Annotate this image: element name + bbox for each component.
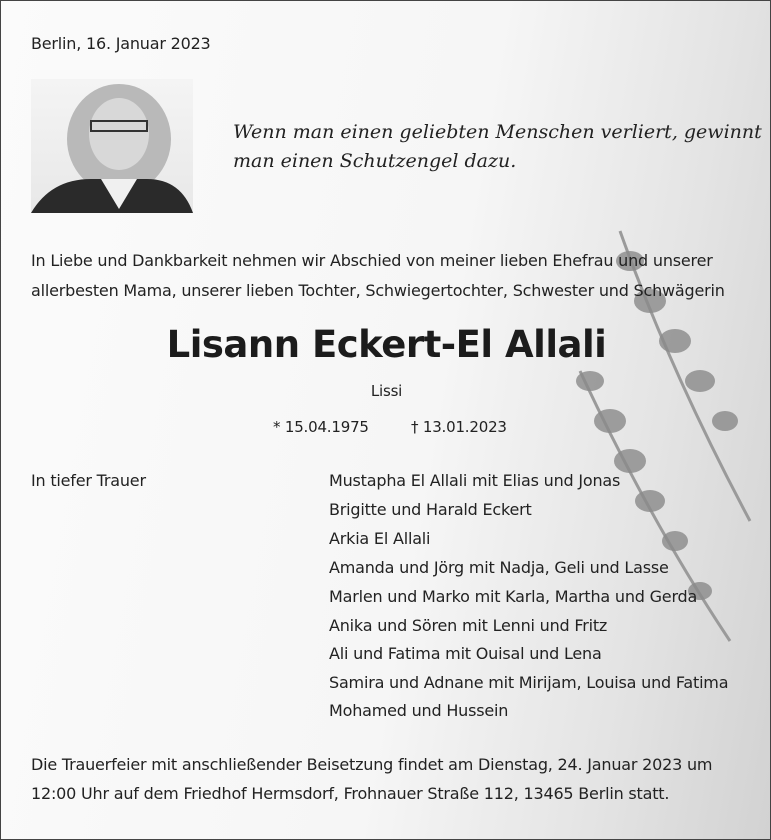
portrait-photo — [31, 79, 193, 213]
death-date: † 13.01.2023 — [411, 418, 507, 436]
mourner: Anika und Sören mit Lenni und Fritz — [329, 616, 608, 635]
intro-line: In Liebe und Dankbarkeit nehmen wir Abschied von meiner lieben Ehefrau und unserer — [31, 251, 713, 270]
quote-line: man einen Schutzengel dazu. — [233, 150, 517, 172]
birth-date: * 15.04.1975 — [273, 418, 369, 436]
intro-line: allerbesten Mama, unserer lieben Tochter, Schwiegertochter, Schwester und Schwägerin — [31, 281, 725, 300]
funeral-info-line: 12:00 Uhr auf dem Friedhof Hermsdorf, Frohnauer Straße 112, 13465 Berlin statt. — [31, 784, 670, 803]
mourner: Brigitte und Harald Eckert — [329, 500, 532, 519]
funeral-info-line: Die Trauerfeier mit anschließender Beisetzung findet am Dienstag, 24. Januar 2023 um — [31, 755, 713, 774]
mourner: Mohamed und Hussein — [329, 701, 509, 720]
mourner: Amanda und Jörg mit Nadja, Geli und Lasse — [329, 558, 669, 577]
deceased-name: Lisann Eckert-El Allali — [166, 323, 607, 366]
mourner: Mustapha El Allali mit Elias und Jonas — [329, 471, 621, 490]
mourner: Samira und Adnane mit Mirijam, Louisa und Fatima — [329, 673, 729, 692]
mourner: Arkia El Allali — [329, 529, 431, 548]
mourning-label: In tiefer Trauer — [31, 471, 146, 490]
mourner: Ali und Fatima mit Ouisal und Lena — [329, 644, 602, 663]
place-date: Berlin, 16. Januar 2023 — [31, 34, 211, 53]
nickname: Lissi — [370, 382, 403, 400]
quote-line: Wenn man einen geliebten Menschen verliert, gewinnt — [233, 121, 762, 143]
mourner: Marlen und Marko mit Karla, Martha und Gerda — [329, 587, 698, 606]
